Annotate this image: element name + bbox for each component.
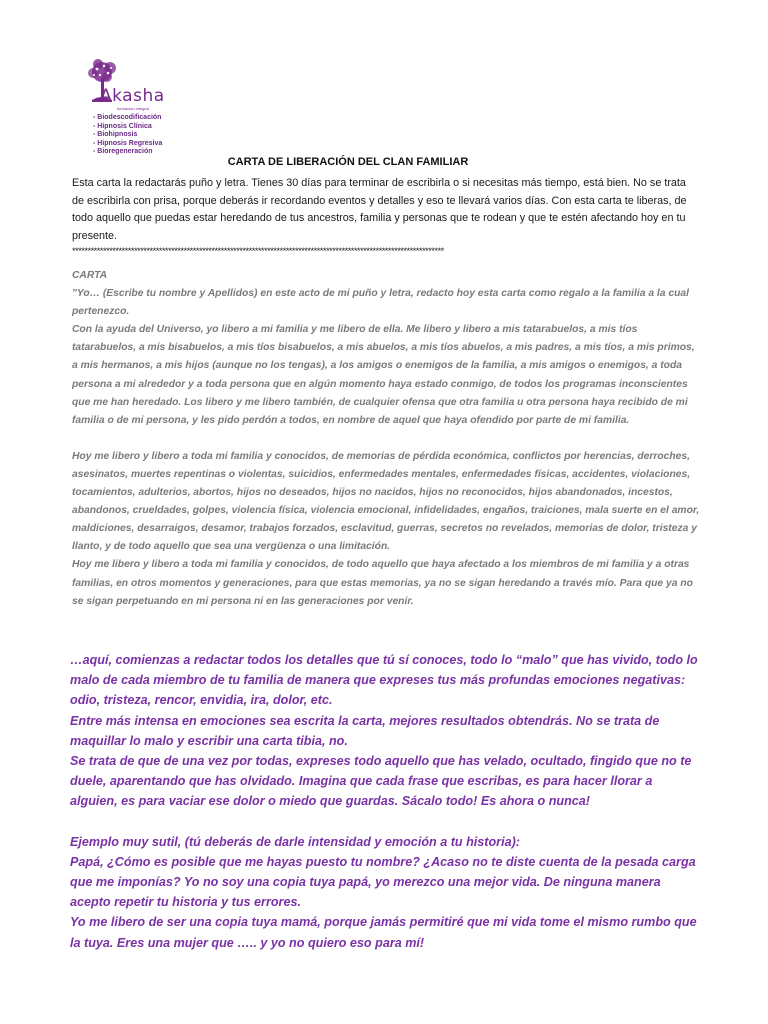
instruction-paragraph: Entre más intensa en emociones sea escrita la carta, mejores resultados obtendrás. No se trata de maquillar lo malo y escribir una carta tibia, no. [70,713,660,748]
example-paragraph: Papá, ¿Cómo es posible que me hayas puesto tu nombre? ¿Acaso no te diste cuenta de la pesada carga que me imponías? Yo no soy una copia tuya papá, yo merezco una mejor vida. De ninguna manera acepto repetir tu historia y tus errores. [70,854,696,910]
intro-paragraph: Esta carta la redactarás puño y letra. Tienes 30 días para terminar de escribirla o si necesitas más tiempo, está bien. No se trata de escribirla con prisa, porque deberás ir recordando eventos y detalles y eso te llevará varios días. Con esta carta te liberas, de todo aquello que puedas estar heredando de tus ancestros, familia y personas que te rodean y que te estén afectando hoy en tu presente. [72,177,687,242]
service-item: - Hipnosis Regresiva [93,139,163,147]
service-item: - Biohipnosis [93,131,138,138]
service-item: - Hipnosis Clínica [93,122,152,130]
services-list [93,114,162,157]
instruction-paragraph: Se trata de que de una vez por todas, expreses todo aquello que has velado, ocultado, fingido que no te duele, aparentando que has olvidado. Imagina que cada frase que escribas, es para hacer llorar a alguien, es para vaciar ese dolor o miedo que guardas. Sácalo todo! Es ahora o nunca! [70,754,692,809]
service-item: - Bioregeneración [93,148,153,155]
letter-paragraph: Hoy me libero y libero a toda mi familia y conocidos, de todo aquello que haya afectado a los miembros de mi familia y a otras familias, en otros momentos y generaciones, para que estas memorias, ya no se sigan heredando a través mío. Para que ya no se sigan perpetuando en mi persona ni en las generaciones por venir. [72,559,693,607]
service-item: - Biodescodificación [93,114,162,121]
document-title: CARTA DE LIBERACIÓN DEL CLAN FAMILIAR [227,156,469,168]
letter-paragraph: Hoy me libero y libero a toda mi familia y conocidos, de memorias de pérdida económica, conflictos por herencias, derroches, asesinatos, muertes repentinas o violentas, suicidios, enfermedades mentales, enfermedades físicas, accidentes, violaciones, tocamientos, adulterios, abortos, hijos no deseados, hijos no nacidos, hijos no reconocidos, hijos abandonados, incestos, abandonos, crueldades, golpes, violencia física, violencia emocional, infidelidades, engaños, traiciones, mala suerte en el amor, maldiciones, desarraigos, desamor, trabajos forzados, esclavitud, guerras, secretos no revelados, memorias de dolor, tristeza y llanto, y de todo aquello que sea una vergüenza o una limitación. [72,450,700,553]
letter-paragraph: "Yo… (Escribe tu nombre y Apellidos) en este acto de mi puño y letra, redacto hoy esta carta como regalo a la familia a la cual pertenezco. [72,288,689,318]
letter-body [72,267,700,611]
logo-tagline: formación integral [117,106,149,111]
instruction-paragraph: …aquí, comienzas a redactar todos los detalles que tú sí conoces, todo lo “malo” que has vivido, todo lo malo de cada miembro de tu familia de manera que expreses tus más profundas emociones negativas: odio, tristeza, rencor, envidia, ira, dolor, etc. [70,653,698,708]
example-heading: Ejemplo muy sutil, (tú deberás de darle intensidad y emoción a tu historia): [70,834,520,849]
example-paragraph: Yo me libero de ser una copia tuya mamá, porque jamás permitiré que mi vida tome el mismo rumbo que la tuya. Eres una mujer que ….. y yo no quiero eso para mí! [70,915,697,950]
document-title-row [0,156,768,168]
letter-label: CARTA [72,270,108,281]
instructions-body [70,650,700,953]
logo-brand-name: Akasha [100,86,165,106]
separator-line: ************************************************************************************************************************ [72,246,444,257]
letter-paragraph: Con la ayuda del Universo, yo libero a mi familia y me libero de ella. Me libero y libero a mis tatarabuelos, a mis tíos tatarabuelos, a mis bisabuelos, a mis tíos bisabuelos, a mis abuelos, a mis tíos abuelos, a mis padres, a mis tíos, a mis primos, a mis hermanos, a mis hijos (aunque no los tengas), a los amigos o enemigos de la familia, a mis amigos o enemigos, a toda persona a mi alrededor y a toda persona que en algún momento haya estado conmigo, de todos los programas inconscientes que me han heredado. Los libero y me libero también, de cualquier ofensa que otra familia u otra persona haya recibido de mi familia o de mi persona, y les pido perdón a todos, en nombre de aquel que haya ofendido por parte de mi familia. [72,324,695,426]
